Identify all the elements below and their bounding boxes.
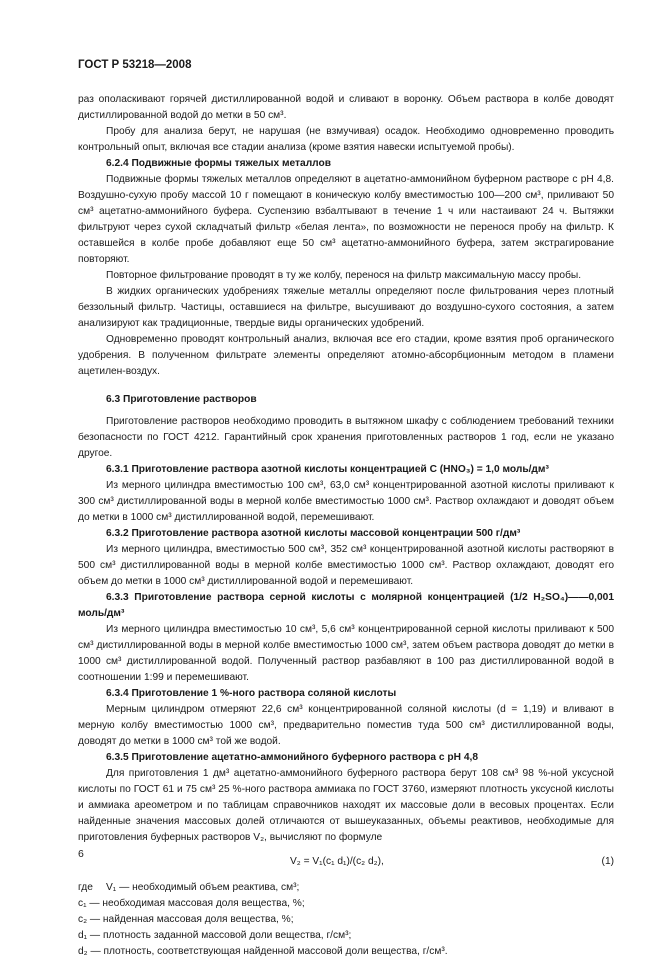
paragraph: Из мерного цилиндра вместимостью 100 см³, 63,0 см³ концентрированной азотной кислоты приливают к 300 см³ дистиллированной воды в мерной колбе вместимостью 1000 см³. Раствор охлаждают и доводят объем до метки в 1000 см³ дистиллированной водой, перемешивают. [78,480,614,523]
section-heading-6-3-4: 6.3.4 Приготовление 1 %-ного раствора соляной кислоты [106,688,397,699]
paragraph: раз ополаскивают горячей дистиллированной водой и сливают в воронку. Объем раствора в колбе доводят дистиллированной водой до метки в 50 см³. [78,94,614,121]
formula: V₂ = V₁(c₁ d₁)/(c₂ d₂), [290,856,384,867]
definition-item: c₂ — найденная массовая доля вещества, %; [78,914,294,925]
formula-number: (1) [601,856,614,867]
page-number: 6 [78,848,84,860]
document-body [78,92,614,960]
definition-item: V₁ — необходимый объем реактива, см³; [106,882,300,893]
formula-row [78,854,614,870]
section-heading-6-3-3: 6.3.3 Приготовление раствора серной кислоты с молярной концентрацией (1/2 H₂SO₄)——0,001 моль/дм³ [78,592,614,619]
section-heading-6-3-5: 6.3.5 Приготовление ацетатно-аммонийного буферного раствора с pH 4,8 [106,752,478,763]
section-heading-6-2-4: 6.2.4 Подвижные формы тяжелых металлов [106,158,331,169]
paragraph: Подвижные формы тяжелых металлов определяют в ацетатно-аммонийном буферном растворе с pH 4,8. Воздушно-сухую пробу массой 10 г помещают в коническую колбу вместимостью 100—200 см³, приливают 50 см³ ацетатно-аммонийного буфера. Суспензию взбалтывают в течение 1 ч или настаивают 24 ч. Вытяжки фильтруют через сухой складчатый фильтр «белая лента», по возможности не перенося пробу на фильтр. К оставшейся в колбе пробе добавляют еще 50 см³ ацетатно-аммонийного буфера, затем экстрагирование повторяют. [78,174,614,265]
paragraph: Из мерного цилиндра вместимостью 10 см³, 5,6 см³ концентрированной серной кислоты приливают к 500 см³ дистиллированной воды в мерной колбе вместимостью 1000 см³, затем объем раствора доводят до метки в 1000 см³ дистиллированной водой. Полученный раствор разбавляют в 100 раз дистиллированной водой в соотношении 1:99 и перемешивают. [78,624,614,683]
paragraph: Пробу для анализа берут, не нарушая (не взмучивая) осадок. Необходимо одновременно проводить контрольный опыт, включая все стадии анализа (кроме взятия навески испытуемой пробы). [78,126,614,153]
paragraph: Повторное фильтрование проводят в ту же колбу, перенося на фильтр максимальную массу пробы. [106,270,582,281]
section-heading-6-3-1: 6.3.1 Приготовление раствора азотной кислоты концентрацией C (HNO₃) = 1,0 моль/дм³ [106,464,549,475]
definition-item: d₁ — плотность заданной массовой доли вещества, г/см³; [78,930,352,941]
page-header: ГОСТ Р 53218—2008 [78,59,192,71]
paragraph: Для приготовления 1 дм³ ацетатно-аммонийного буферного раствора берут 108 см³ 98 %-ной уксусной кислоты по ГОСТ 61 и 75 см³ 25 %-ного раствора аммиака по ГОСТ 3760, измеряют плотность уксусной кислоты и аммиака ареометром и по таблицам справочников находят их массовые доли в весовых процентах. Если найденные значения массовых долей отличаются от вышеуказанных, объемы реактивов, необходимые для приготовления буферных растворов V₂, вычисляют по формуле [78,768,614,843]
section-heading-6-3-2: 6.3.2 Приготовление раствора азотной кислоты массовой концентрации 500 г/дм³ [106,528,521,539]
section-heading-6-3: 6.3 Приготовление растворов [106,394,257,405]
definition-item: d₂ — плотность, соответствующая найденной массовой доли вещества, г/см³. [78,946,448,957]
paragraph: Приготовление растворов необходимо проводить в вытяжном шкафу с соблюдением требований техники безопасности по ГОСТ 4212. Гарантийный срок хранения приготовленных растворов 1 год, если не указано другое. [78,416,614,459]
paragraph: Из мерного цилиндра, вместимостью 500 см³, 352 см³ концентрированной азотной кислоты растворяют в 500 см³ дистиллированной воды в мерной колбе вместимостью 1000 см³. Раствор охлаждают, доводят его объем до метки в 1000 см³ дистиллированной водой и перемешивают. [78,544,614,587]
definition-item: c₁ — необходимая массовая доля вещества, %; [78,898,305,909]
definitions [78,880,614,896]
where-label: где [78,882,93,893]
paragraph: Одновременно проводят контрольный анализ, включая все его стадии, кроме взятия проб органического удобрения. В полученном фильтрате элементы определяют атомно-абсорбционным методом в пламени ацетилен-воздух. [78,334,614,377]
paragraph: В жидких органических удобрениях тяжелые металлы определяют после фильтрования через плотный беззольный фильтр. Частицы, оставшиеся на фильтре, высушивают до воздушно-сухого состояния, а затем анализируют как традиционные, твердые виды органических удобрений. [78,286,614,329]
paragraph: Мерным цилиндром отмеряют 22,6 см³ концентрированной соляной кислоты (d = 1,19) и вливают в мерную колбу вместимостью 1000 см³, предварительно поместив туда 500 см³ дистиллированной воды, доводят до метки в 1000 см³ той же водой. [78,704,614,747]
